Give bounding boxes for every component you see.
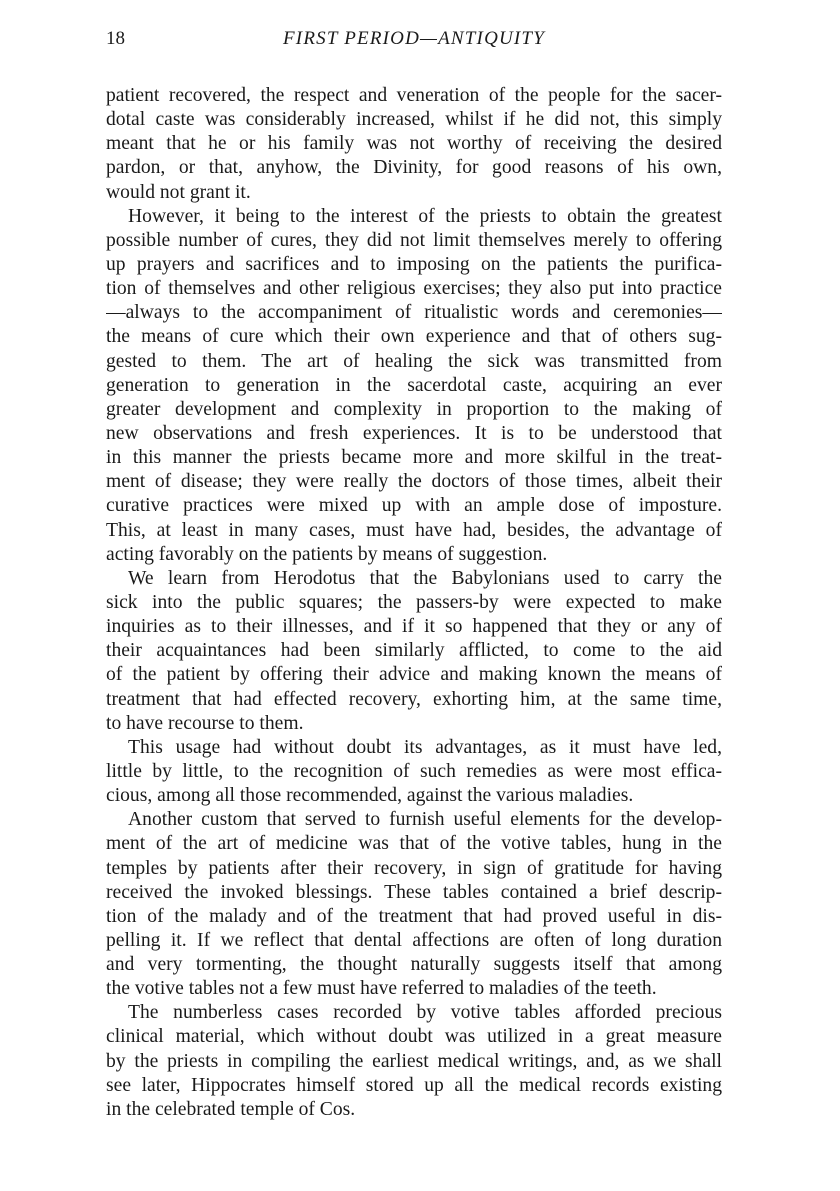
text-line: would not grant it. — [106, 181, 251, 203]
text-line: to have recourse to them. — [106, 712, 304, 734]
paragraph — [106, 205, 722, 567]
text-line: in the celebrated temple of Cos. — [106, 1098, 356, 1120]
text-line: pelling it. If we reflect that dental affections are often of long duration — [106, 929, 722, 951]
running-title: FIRST PERIOD—ANTIQUITY — [283, 28, 545, 49]
page-number: 18 — [106, 28, 125, 49]
text-line: treatment that had effected recovery, exhorting him, at the same time, — [106, 688, 722, 710]
paragraph — [106, 736, 722, 808]
paragraph — [106, 567, 722, 736]
text-line: by the priests in compiling the earliest medical writings, and, as we shall — [106, 1050, 722, 1072]
text-line: possible number of cures, they did not limit themselves merely to offering — [106, 229, 722, 251]
paragraph — [106, 84, 722, 205]
text-line: in this manner the priests became more and more skilful in the treat- — [106, 447, 722, 469]
text-line: their acquaintances had been similarly afflicted, to come to the aid — [106, 640, 722, 662]
text-line: generation to generation in the sacerdotal caste, acquiring an ever — [106, 374, 722, 396]
text-line: little by little, to the recognition of such remedies as were most effica- — [106, 760, 722, 782]
text-line: patient recovered, the respect and veneration of the people for the sacer- — [106, 85, 722, 106]
text-line: ment of disease; they were really the doctors of those times, albeit their — [106, 471, 722, 493]
text-line: tion of themselves and other religious exercises; they also put into practice — [106, 278, 722, 300]
text-line: tion of the malady and of the treatment that had proved useful in dis- — [106, 905, 722, 927]
text-line: The numberless cases recorded by votive tables afforded precious — [128, 1002, 722, 1024]
text-line: ment of the art of medicine was that of the votive tables, hung in the — [106, 833, 722, 855]
text-line: dotal caste was considerably increased, whilst if he did not, this simply — [106, 109, 722, 131]
text-line: temples by patients after their recovery, in sign of gratitude for having — [106, 857, 722, 879]
text-line: Another custom that served to furnish useful elements for the develop- — [128, 809, 722, 831]
text-line: pardon, or that, anyhow, the Divinity, for good reasons of his own, — [106, 157, 722, 179]
text-line: acting favorably on the patients by means of suggestion. — [106, 543, 548, 565]
text-line: sick into the public squares; the passers-by were expected to make — [106, 591, 722, 613]
text-line: —always to the accompaniment of ritualistic words and ceremonies— — [106, 302, 722, 324]
text-line: However, it being to the interest of the priests to obtain the greatest — [128, 205, 722, 227]
text-line: of the patient by offering their advice and making known the means of — [106, 664, 722, 686]
body-text — [106, 84, 722, 1122]
text-line: cious, among all those recommended, against the various maladies. — [106, 785, 634, 807]
text-line: We learn from Herodotus that the Babylonians used to carry the — [128, 567, 722, 589]
text-line: the means of cure which their own experience and that of others sug- — [106, 326, 722, 348]
text-line: curative practices were mixed up with an ample dose of imposture. — [106, 495, 722, 517]
text-line: the votive tables not a few must have referred to maladies of the teeth. — [106, 978, 657, 1000]
paragraph — [106, 1001, 722, 1122]
text-line: This, at least in many cases, must have had, besides, the advantage of — [106, 519, 722, 541]
text-line: clinical material, which without doubt was utilized in a great measure — [106, 1026, 722, 1048]
text-line: This usage had without doubt its advantages, as it must have led, — [128, 736, 722, 758]
text-line: new observations and fresh experiences. It is to be understood that — [106, 422, 722, 444]
paragraph — [106, 808, 722, 1001]
text-line: inquiries as to their illnesses, and if it so happened that they or any of — [106, 616, 722, 638]
text-line: see later, Hippocrates himself stored up all the medical records existing — [106, 1074, 722, 1096]
page-header — [106, 28, 722, 54]
text-line: gested to them. The art of healing the sick was transmitted from — [106, 350, 722, 372]
text-line: and very tormenting, the thought naturally suggests itself that among — [106, 954, 722, 976]
text-line: meant that he or his family was not worthy of receiving the desired — [106, 133, 722, 155]
text-line: greater development and complexity in proportion to the making of — [106, 398, 722, 420]
text-line: up prayers and sacrifices and to imposing on the patients the purifica- — [106, 253, 722, 275]
text-line: received the invoked blessings. These tables contained a brief descrip- — [106, 881, 722, 903]
